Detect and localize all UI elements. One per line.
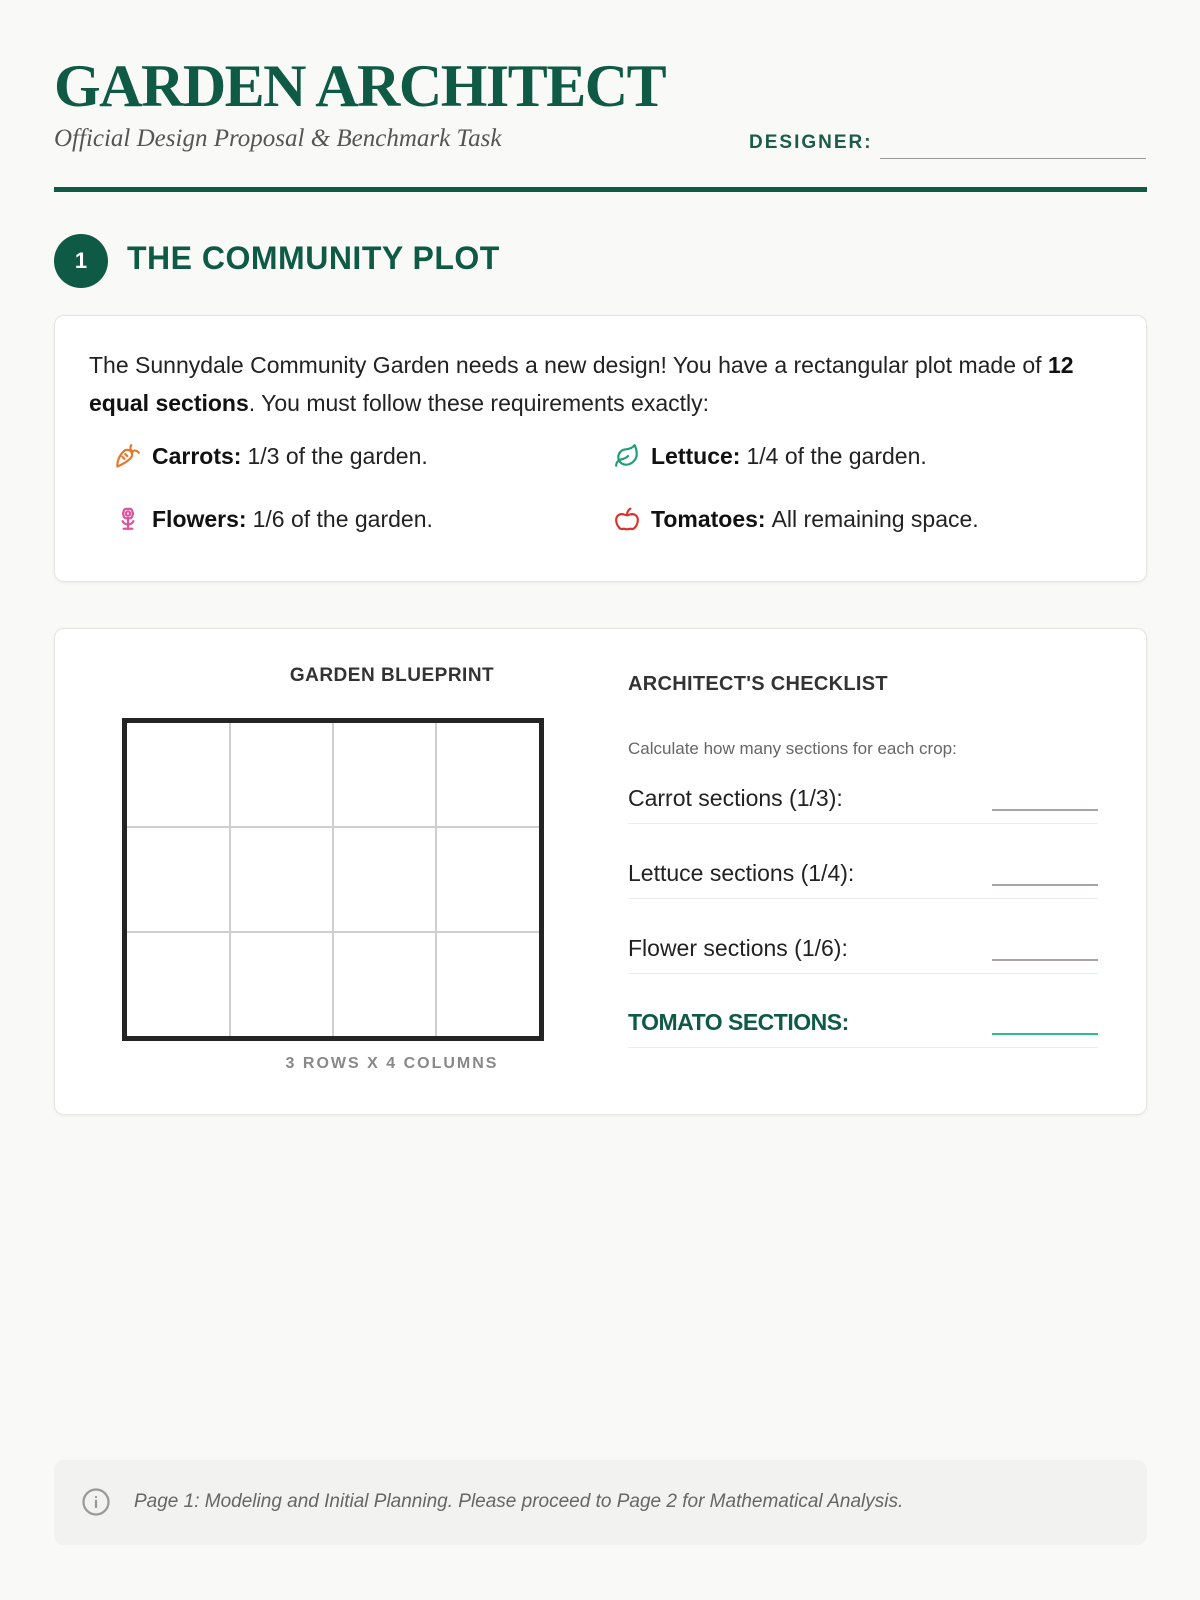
requirement-name: Lettuce: bbox=[651, 442, 741, 469]
apple-icon bbox=[613, 505, 641, 533]
worksheet-page bbox=[54, 0, 1147, 1600]
grid-column-line bbox=[229, 723, 231, 1036]
requirement-name: Flowers: bbox=[152, 505, 247, 532]
checklist-label: Lettuce sections (1/4): bbox=[628, 860, 855, 886]
grid-row-line bbox=[127, 826, 539, 828]
blueprint-title: GARDEN BLUEPRINT bbox=[289, 665, 495, 686]
section-number-badge: 1 bbox=[54, 234, 108, 288]
requirement-tomatoes bbox=[613, 504, 979, 534]
designer-label: DESIGNER: bbox=[749, 132, 873, 153]
checklist-row-flowers bbox=[628, 929, 1098, 974]
lettuce-answer-field[interactable] bbox=[992, 884, 1098, 886]
checklist-label: Carrot sections (1/3): bbox=[628, 785, 843, 811]
carrot-answer-field[interactable] bbox=[992, 809, 1098, 811]
requirement-carrots bbox=[114, 441, 428, 471]
requirement-desc: All remaining space. bbox=[771, 505, 979, 532]
grid-row-line bbox=[127, 931, 539, 933]
footer-text: Page 1: Modeling and Initial Planning. Please proceed to Page 2 for Mathematical Analysis. bbox=[134, 1491, 904, 1512]
page-title: GARDEN ARCHITECT bbox=[54, 53, 666, 119]
blueprint-card bbox=[54, 628, 1147, 1115]
intro-text-end: . You must follow these requirements exactly: bbox=[248, 390, 710, 416]
intro-emphasis: 12 equal sections bbox=[89, 352, 1074, 416]
requirement-name: Tomatoes: bbox=[651, 505, 766, 532]
flower-answer-field[interactable] bbox=[992, 959, 1098, 961]
info-icon bbox=[81, 1487, 111, 1517]
checklist-row-lettuce bbox=[628, 854, 1098, 899]
checklist-instructions: Calculate how many sections for each crop: bbox=[628, 739, 957, 758]
footer-note bbox=[54, 1460, 1147, 1545]
intro-text: The Sunnydale Community Garden needs a new design! You have a rectangular plot made of bbox=[89, 352, 1048, 378]
section-title: THE COMMUNITY PLOT bbox=[127, 240, 500, 276]
requirement-desc: 1/3 of the garden. bbox=[247, 442, 428, 469]
grid-column-line bbox=[332, 723, 334, 1036]
page-subtitle: Official Design Proposal & Benchmark Task bbox=[54, 125, 502, 152]
requirement-flowers bbox=[114, 504, 433, 534]
intro-paragraph bbox=[89, 346, 1099, 422]
requirement-desc: 1/4 of the garden. bbox=[746, 442, 927, 469]
tomato-answer-field[interactable] bbox=[992, 1033, 1098, 1035]
checklist-row-carrots bbox=[628, 779, 1098, 824]
requirement-name: Carrots: bbox=[152, 442, 242, 469]
requirement-desc: 1/6 of the garden. bbox=[252, 505, 433, 532]
garden-grid[interactable] bbox=[122, 718, 544, 1041]
flower-icon bbox=[114, 505, 142, 533]
checklist-row-tomatoes bbox=[628, 1003, 1098, 1048]
carrot-icon bbox=[114, 442, 142, 470]
designer-name-field[interactable] bbox=[880, 158, 1146, 159]
grid-column-line bbox=[435, 723, 437, 1036]
header-divider bbox=[54, 187, 1147, 192]
requirements-card bbox=[54, 315, 1147, 582]
leaf-icon bbox=[613, 442, 641, 470]
grid-caption: 3 ROWS X 4 COLUMNS bbox=[285, 1055, 499, 1072]
checklist-label: TOMATO SECTIONS: bbox=[628, 1009, 849, 1035]
checklist-title: ARCHITECT'S CHECKLIST bbox=[628, 673, 888, 695]
requirement-lettuce bbox=[613, 441, 927, 471]
checklist-label: Flower sections (1/6): bbox=[628, 935, 848, 961]
